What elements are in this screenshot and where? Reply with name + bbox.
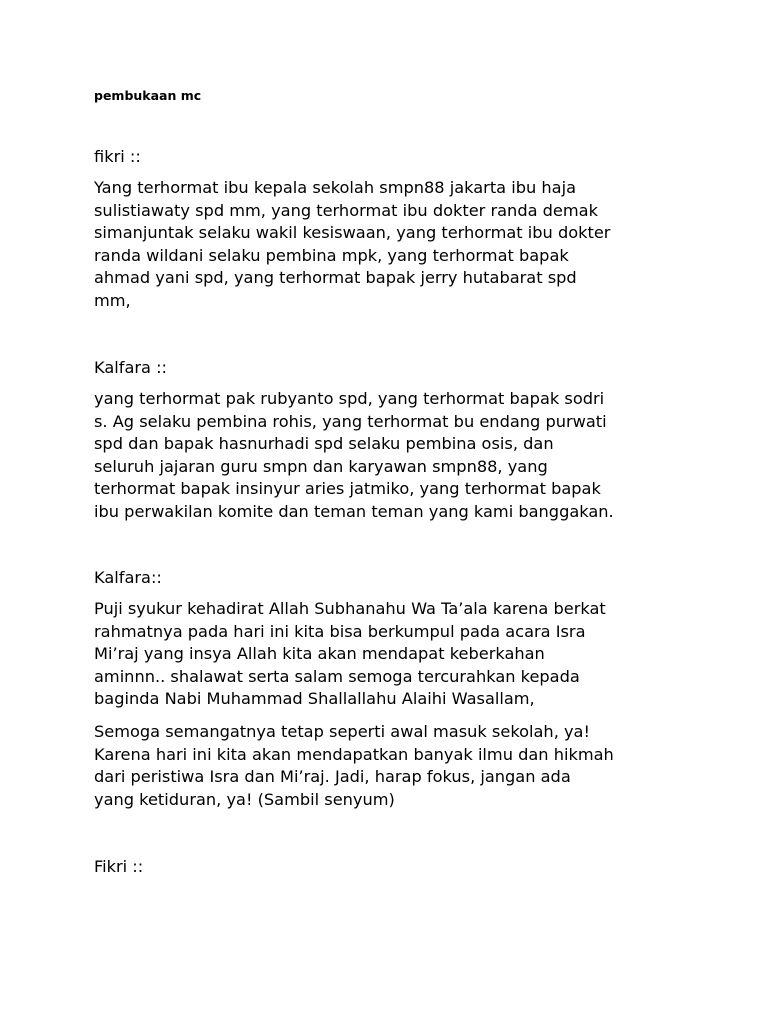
paragraph-line: randa wildani selaku pembina mpk, yang terhormat bapak — [94, 245, 569, 265]
speaker-label-kalfara-2: Kalfara:: — [94, 568, 162, 587]
paragraph-line: Yang terhormat ibu kepala sekolah smpn88 jakarta ibu haja — [94, 178, 577, 197]
paragraph-line: Mi’raj yang insya Allah kita akan mendapat keberkahan — [94, 644, 545, 663]
paragraph-line: sulistiawaty spd mm, yang terhormat ibu dokter randa demak — [94, 200, 598, 220]
paragraph-line: Puji syukur kehadirat Allah Subhanahu Wa Ta’ala karena berkat — [94, 599, 606, 618]
paragraph-line: aminnn.. shalawat serta salam semoga tercurahkan kepada — [94, 666, 580, 686]
speaker-label-fikri: fikri :: — [94, 147, 141, 166]
speaker-label-kalfara: Kalfara :: — [94, 358, 167, 377]
paragraph-line: Karena hari ini kita akan mendapatkan banyak ilmu dan hikmah — [94, 744, 614, 764]
paragraph-line: rahmatnya pada hari ini kita bisa berkumpul pada acara Isra — [94, 621, 586, 641]
paragraph-line: yang terhormat pak rubyanto spd, yang terhormat bapak sodri — [94, 389, 605, 408]
paragraph-kalfara-praise — [94, 598, 606, 711]
paragraph-line: yang ketiduran, ya! (Sambil senyum) — [94, 789, 395, 809]
paragraph-kalfara-greeting — [94, 388, 614, 523]
paragraph-line: seluruh jajaran guru smpn dan karyawan smpn88, yang — [94, 456, 548, 476]
paragraph-line: simanjuntak selaku wakil kesiswaan, yang terhormat ibu dokter — [94, 223, 611, 242]
paragraph-line: ahmad yani spd, yang terhormat bapak jerry hutabarat spd — [94, 268, 577, 287]
paragraph-line: baginda Nabi Muhammad Shallallahu Alaihi Wasallam, — [94, 689, 535, 708]
paragraph-line: terhormat bapak insinyur aries jatmiko, yang terhormat bapak — [94, 479, 601, 498]
paragraph-line: mm, — [94, 290, 131, 310]
paragraph-line: ibu perwakilan komite dan teman teman yang kami banggakan. — [94, 501, 614, 521]
paragraph-line: spd dan bapak hasnurhadi spd selaku pembina osis, dan — [94, 434, 554, 453]
paragraph-line: dari peristiwa Isra dan Mi’raj. Jadi, harap fokus, jangan ada — [94, 767, 571, 786]
paragraph-fikri-opening — [94, 177, 610, 312]
paragraph-line: s. Ag selaku pembina rohis, yang terhormat bu endang purwati — [94, 411, 607, 431]
paragraph-line: Semoga semangatnya tetap seperti awal masuk sekolah, ya! — [94, 722, 590, 741]
speaker-label-fikri-2: Fikri :: — [94, 857, 144, 876]
paragraph-kalfara-encouragement — [94, 721, 614, 811]
document-title: pembukaan mc — [94, 88, 202, 103]
